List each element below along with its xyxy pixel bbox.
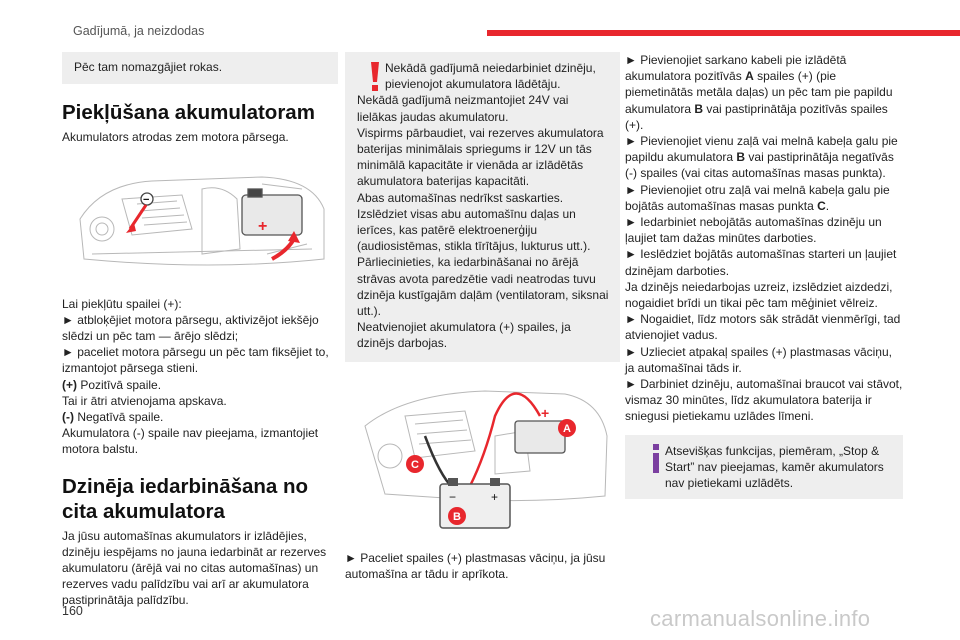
plus-text: Pozitīvā spaile.: [77, 377, 162, 392]
jump-start-illustration: [345, 376, 620, 540]
info-box: [625, 435, 903, 500]
warning-line: Nekādā gadījumā neizmantojiet 24V vai lielākas jaudas akumulatoru.: [357, 93, 569, 124]
jump-start-paragraph: Ja jūsu automašīnas akumulators ir izlādējies, dzinēju iespējams no jauna iedarbināt ar rezerves akumulatoru (ārējā vai no citas automašīnas) un rezerves vadu palīdzību vai arī ar akumulatora pastiprinātāja palīdzību.: [62, 528, 327, 608]
access-line: Lai piekļūtu spailei (+):: [62, 296, 182, 311]
step-start-good: ► Iedarbiniet nebojātās automašīnas dzinēju un ļaujiet tam dažas minūtes darboties.: [625, 215, 882, 246]
column-right: [625, 52, 903, 499]
warning-line: Nekādā gadījumā neiedarbiniet dzinēju, pievienojot akumulatora lādētāju.: [385, 61, 596, 92]
intro-text: Akumulators atrodas zem motora pārsega.: [62, 130, 289, 145]
svg-text:+: +: [491, 489, 499, 504]
info-text: Atsevišķas funkcijas, piemēram, „Stop & Start” nav pieejamas, kamēr akumulators nav pietiekami uzlādēts.: [665, 443, 884, 491]
step-start-faulty: ► Ieslēdziet bojātās automašīnas starteri un ļaujiet dzinējam darboties.: [625, 247, 897, 278]
page-number: 160: [62, 604, 83, 618]
note-box: Pēc tam nomazgājiet rokas.: [62, 52, 338, 84]
running-header: Gadījumā, ja neizdodas: [73, 24, 205, 38]
svg-text:+: +: [258, 218, 268, 236]
header-accent-bar: [487, 30, 960, 36]
watermark: carmanualsonline.info: [650, 606, 871, 631]
minus-label: (-): [62, 410, 74, 425]
plus-label: (+): [62, 377, 77, 392]
engine-bay-illustration: [62, 159, 338, 283]
exclamation-icon: [367, 60, 383, 94]
label-c: C: [411, 458, 419, 471]
warning-line: Abas automašīnas nedrīkst saskarties.: [357, 190, 564, 205]
column-left: [62, 52, 338, 609]
warning-box: [345, 52, 620, 362]
step-unlock: ► atbloķējiet motora pārsegu, aktivizējot iekšējo slēdzi un pēc tam — ārējo slēdzi;: [62, 312, 319, 344]
step-connect-black-ground: ► Pievienojiet otru zaļā vai melnā kabeļa galu pie bojātās automašīnas masas punkta C.: [625, 182, 890, 213]
heading-jump-start: Dzinēja iedarbināšana no cita akumulatora: [62, 474, 309, 523]
svg-text:+: +: [541, 404, 550, 421]
svg-text:−: −: [143, 194, 150, 207]
warning-line: Vispirms pārbaudiet, vai rezerves akumulatora baterijas minimālais spriegums ir 12V un tās minimālā kapacitāte ir vienāda ar izlādētās akumulatora baterijas kapacitāti.: [357, 125, 604, 189]
retry-note: Ja dzinējs neiedarbojas uzreiz, izslēdziet aizdedzi, nogaidiet brīdi un tikai pēc tam mēģiniet vēlreiz.: [625, 279, 893, 311]
step-disconnect: ► Nogaidiet, līdz motors sāk strādāt vienmērīgi, tad atvienojiet vadus.: [625, 312, 901, 343]
label-a: A: [563, 422, 571, 435]
svg-text:−: −: [449, 489, 457, 504]
warning-line: Neatvienojiet akumulatora (+) spailes, ja dzinējs darbojas.: [357, 320, 571, 351]
step-connect-red: ► Pievienojiet sarkano kabeli pie izlādētā akumulatora pozitīvās A spailes (+) (pie piemetinātās metāla daļas) un pēc tam pie papildu akumulatora B vai pastiprinātāja pozitīvās spailes (+).: [625, 53, 893, 132]
step-connect-black-booster: ► Pievienojiet vienu zaļā vai melnā kabeļa galu pie papildu akumulatora B vai pastiprinātāja negatīvās (-) spailes (vai citas automašīnas masas punkta).: [625, 134, 898, 181]
step-replace-cover: ► Uzlieciet atpakaļ spailes (+) plastmasas vāciņu, ja automašīnai tāds ir.: [625, 344, 892, 375]
warning-line: Izslēdziet visas abu automašīnu daļas un ierīces, kas patērē elektroenerģiju (audiosistēmas, stikla tīrītājus, lukturus utt.).: [357, 206, 591, 254]
negative-terminal-line: [62, 409, 338, 425]
step-lift-bonnet: ► paceliet motora pārsegu un pēc tam fiksējiet to, izmantojot pārsega stieni.: [62, 345, 329, 376]
step-run-engine: ► Darbiniet dzinēju, automašīnai braucot vai stāvot, vismaz 30 minūtes, līdz akumulatora baterija ir sniegusi pietiekamu uzlādes līmeni.: [625, 377, 903, 424]
step-lift-cover: ► Paceliet spailes (+) plastmasas vāciņu, ja jūsu automašīna ar tādu ir aprīkota.: [345, 550, 606, 582]
column-middle: [345, 52, 620, 582]
label-b: B: [453, 510, 461, 523]
info-icon: [647, 443, 665, 475]
minus-text: Negatīvā spaile.: [74, 410, 164, 425]
negative-extra: Akumulatora (-) spaile nav pieejama, izmantojiet motora balstu.: [62, 426, 319, 457]
warning-line: Pārliecinieties, ka iedarbināšanai no ārējā strāvas avota paredzētie vadi neatrodas tuvu dzinēja kustīgajām daļām (ventilatoram, siksnai utt.).: [357, 255, 609, 319]
positive-terminal-line: [62, 377, 338, 393]
positive-extra: Tai ir ātri atvienojama apskava.: [62, 393, 227, 408]
heading-battery-access: Piekļūšana akumulatoram: [62, 101, 315, 125]
